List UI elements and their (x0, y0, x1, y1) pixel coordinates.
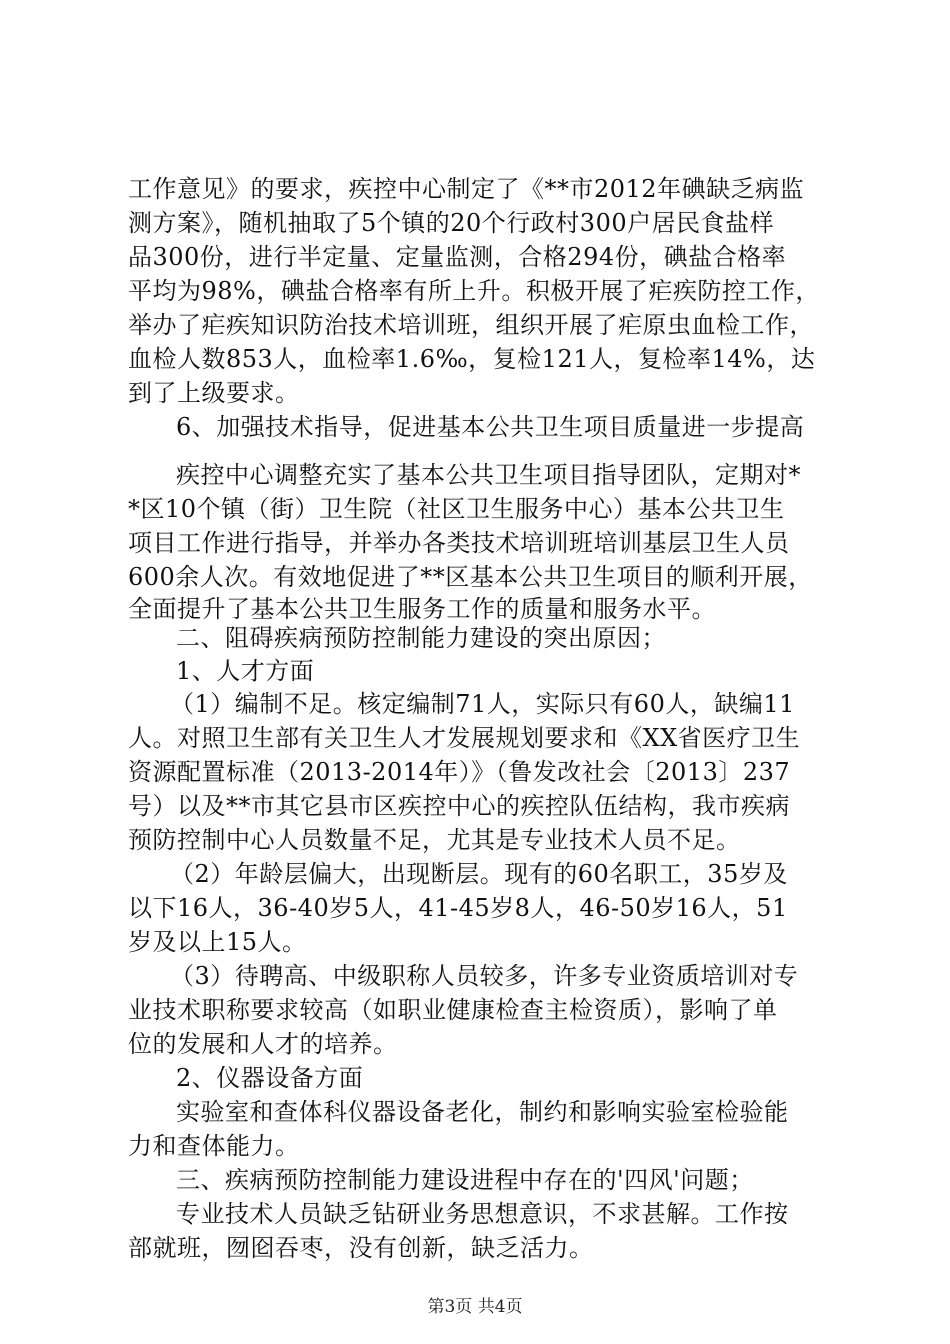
subsection-heading: 2、仪器设备方面 (176, 1064, 364, 1092)
body-text-line: 位的发展和人才的培养。 (128, 1030, 398, 1058)
body-text-line: 业技术职称要求较高（如职业健康检查主检资质），影响了单 (128, 996, 778, 1024)
body-text-line: 岁及以上15人。 (128, 928, 307, 956)
body-text-line: （2）年龄层偏大，出现断层。现有的60名职工，35岁及 (170, 860, 788, 888)
body-text-line: 工作意见》的要求，疾控中心制定了《**市2012年碘缺乏病监 (128, 175, 805, 203)
body-text-line: 力和查体能力。 (128, 1132, 300, 1160)
body-text-line: 到了上级要求。 (128, 379, 300, 407)
body-text-line: 专业技术人员缺乏钻研业务思想意识，不求甚解。工作按 (176, 1200, 789, 1228)
page-footer: 第3页 共4页 (427, 1297, 523, 1317)
body-text-line: 以下16人，36-40岁5人，41-45岁8人，46-50岁16人，51 (128, 894, 788, 922)
body-text-line: 平均为98%，碘盐合格率有所上升。积极开展了疟疾防控工作， (128, 277, 820, 305)
body-text-line: *区10个镇（街）卫生院（社区卫生服务中心）基本公共卫生 (128, 495, 785, 523)
section-heading: 三、疾病预防控制能力建设进程中存在的'四风'问题； (176, 1166, 754, 1194)
body-text-line: 项目工作进行指导，并举办各类技术培训班培训基层卫生人员 (128, 529, 790, 557)
body-text-line: 600余人次。有效地促进了**区基本公共卫生项目的顺利开展， (128, 563, 813, 591)
subsection-heading: 1、人才方面 (176, 657, 315, 685)
body-text-line: 资源配置标准（2013-2014年）》（鲁发改社会〔2013〕237 (128, 758, 791, 786)
section-heading: 6、加强技术指导，促进基本公共卫生项目质量进一步提高 (176, 413, 805, 441)
body-text-line: （1）编制不足。核定编制71人，实际只有60人，缺编11 (170, 690, 795, 718)
body-text-line: 品300份，进行半定量、定量监测，合格294份，碘盐合格率 (128, 243, 787, 271)
body-text-line: 疾控中心调整充实了基本公共卫生项目指导团队，定期对* (176, 461, 801, 489)
body-text-line: 号）以及**市其它县市区疾控中心的疾控队伍结构，我市疾病 (128, 792, 790, 820)
section-heading: 二、阻碍疾病预防控制能力建设的突出原因； (176, 624, 666, 652)
body-text-line: 实验室和查体科仪器设备老化，制约和影响实验室检验能 (176, 1098, 789, 1126)
body-text-line: （3）待聘高、中级职称人员较多，许多专业资质培训对专 (170, 962, 799, 990)
body-text-line: 部就班，囫囵吞枣，没有创新，缺乏活力。 (128, 1234, 594, 1262)
body-text-line: 测方案》，随机抽取了5个镇的20个行政村300户居民食盐样 (128, 209, 775, 237)
body-text-line: 血检人数853人，血检率1.6‰，复检121人，复检率14%，达 (128, 345, 816, 373)
body-text-line: 全面提升了基本公共卫生服务工作的质量和服务水平。 (128, 595, 716, 623)
body-text-line: 举办了疟疾知识防治技术培训班，组织开展了疟原虫血检工作， (128, 311, 814, 339)
body-text-line: 预防控制中心人员数量不足，尤其是专业技术人员不足。 (128, 826, 741, 854)
body-text-line: 人。对照卫生部有关卫生人才发展规划要求和《XX省医疗卫生 (128, 724, 801, 752)
